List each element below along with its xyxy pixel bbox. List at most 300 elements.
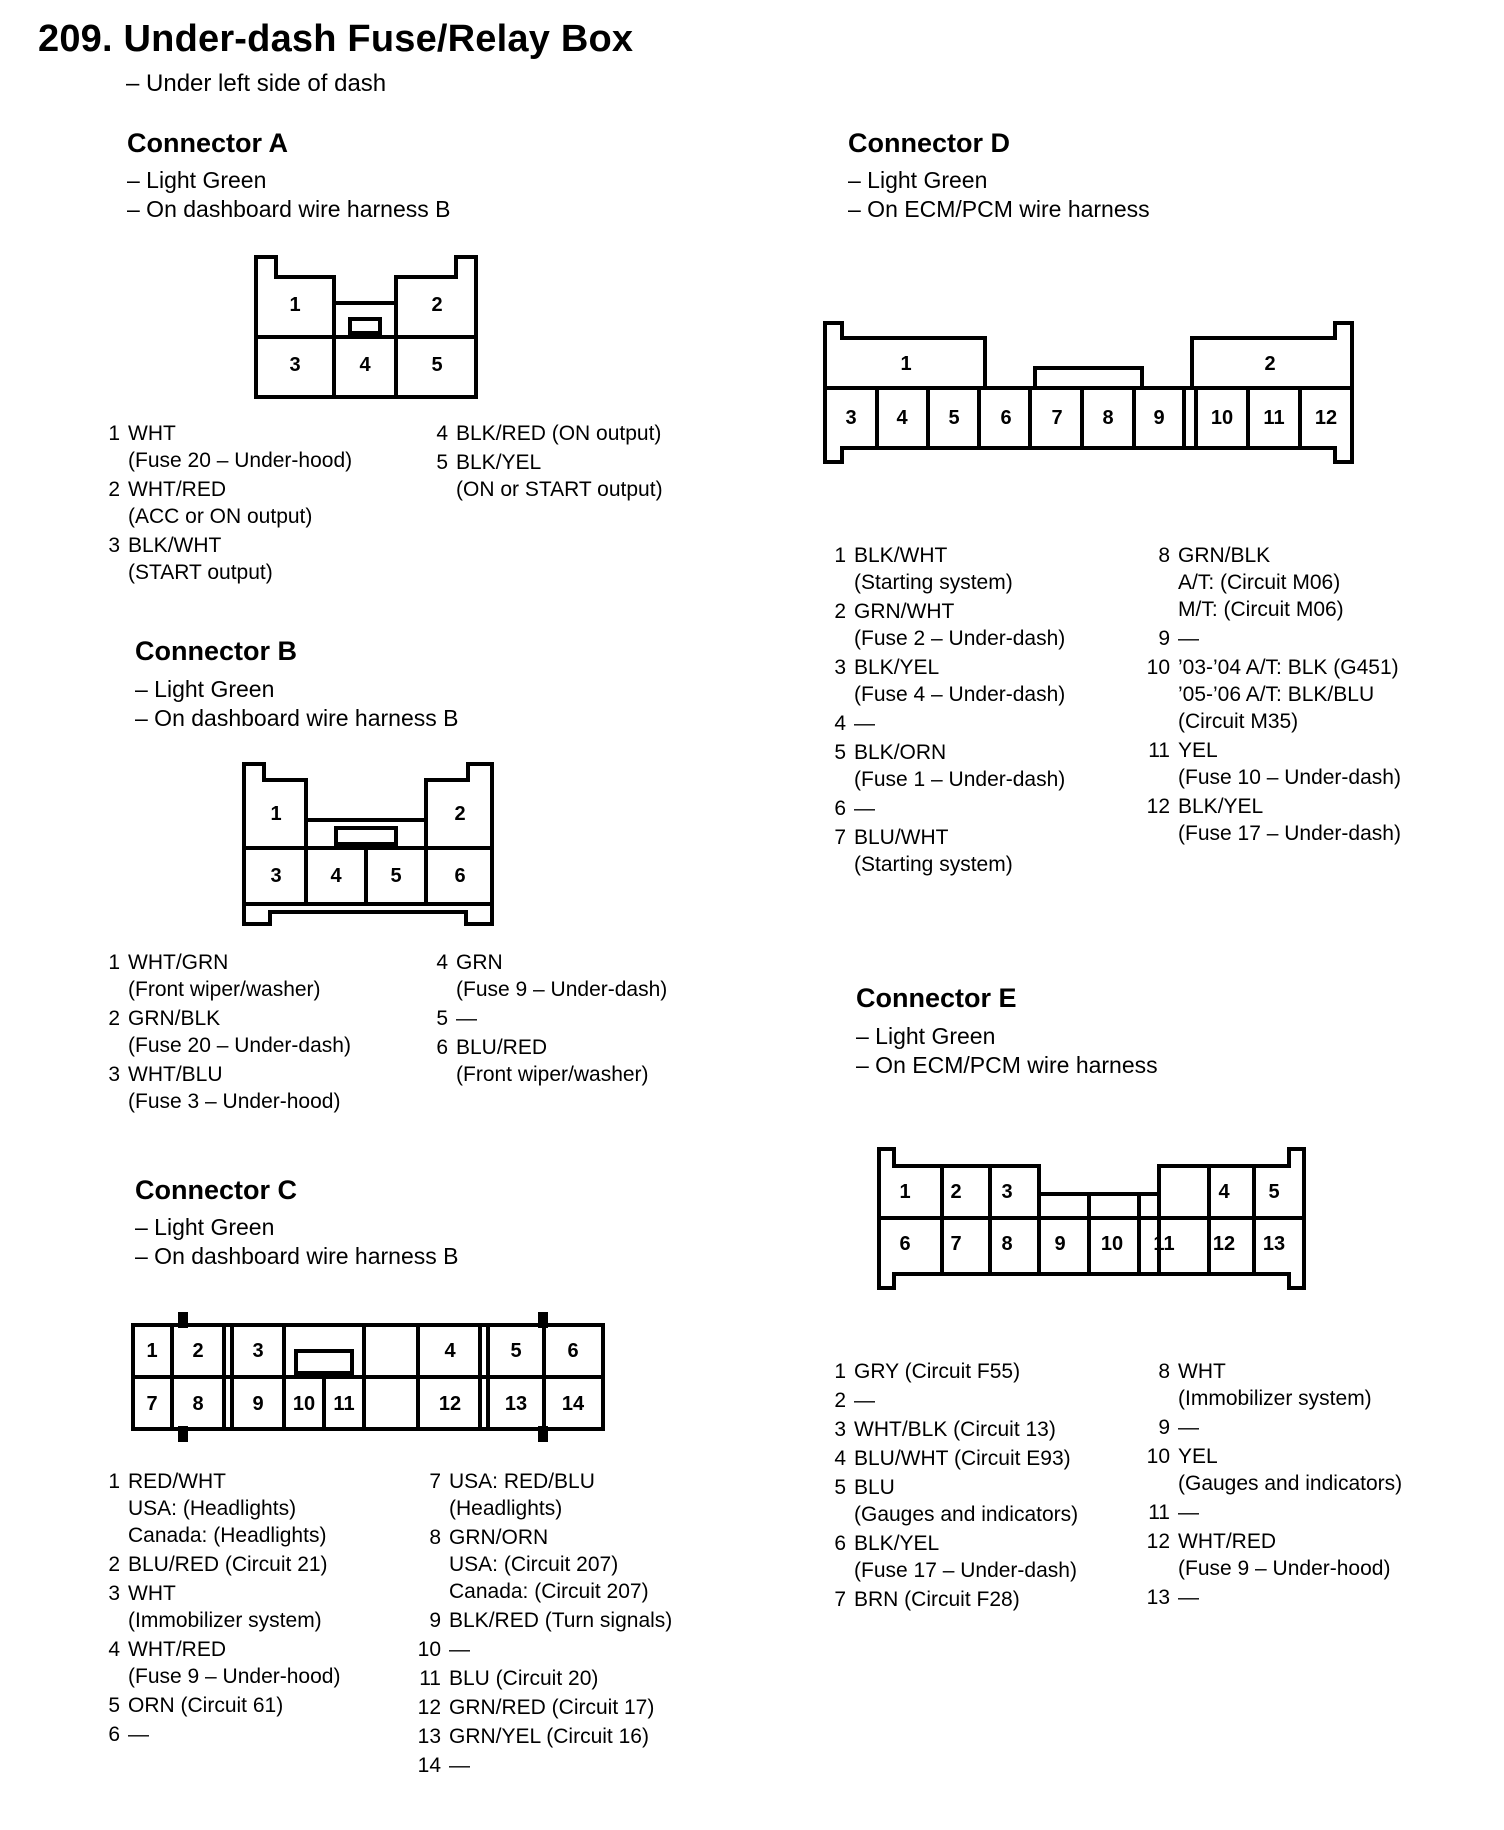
pin-entry — [92, 1721, 340, 1748]
pin-description-line: RED/WHT — [128, 1470, 226, 1493]
pin-number: 2 — [834, 1389, 846, 1412]
pin-number: 12 — [1146, 795, 1170, 818]
pin-description-line: GRN/ORN — [449, 1526, 549, 1549]
pin-description — [456, 949, 667, 1003]
connector-e-pinout-col2 — [1142, 1358, 1402, 1613]
pin-description-line: (Immobilizer system) — [1178, 1387, 1372, 1410]
connector-b-cavity: 5 — [390, 865, 402, 887]
pin-description-line: YEL — [1178, 739, 1218, 762]
pin-description-line: (Front wiper/washer) — [128, 978, 321, 1001]
pin-number: 7 — [834, 826, 846, 849]
pin-entry — [818, 795, 1065, 822]
connector-c-title: Connector C — [135, 1175, 297, 1205]
pin-description-line: WHT/GRN — [128, 951, 229, 974]
pin-description-line: GRN/BLK — [1178, 544, 1271, 567]
pin-number: 5 — [436, 451, 448, 474]
pin-description-line: (Fuse 1 – Under-dash) — [854, 768, 1066, 791]
pin-description — [128, 949, 321, 1003]
pin-entry — [420, 949, 667, 1003]
pin-number: 12 — [417, 1696, 441, 1719]
pin-description-line: (Gauges and indicators) — [1178, 1472, 1403, 1495]
connector-a-info — [127, 166, 450, 224]
pin-description-line: (Front wiper/washer) — [456, 1063, 649, 1086]
pin-number: 3 — [108, 1582, 120, 1605]
pin-number: 1 — [834, 544, 846, 567]
pin-description — [1178, 1584, 1199, 1611]
connector-e-harness: – On ECM/PCM wire harness — [856, 1052, 1158, 1078]
pin-description — [854, 824, 1013, 878]
pin-description-line: WHT/BLK (Circuit 13) — [854, 1418, 1056, 1441]
pin-description-line: USA: RED/BLU — [449, 1470, 595, 1493]
pin-entry — [818, 598, 1065, 652]
connector-b-info — [135, 675, 458, 733]
connector-a-cavity: 3 — [289, 354, 301, 376]
pin-number: 14 — [417, 1754, 441, 1777]
pin-description — [449, 1723, 649, 1750]
connector-a-harness: – On dashboard wire harness B — [127, 196, 451, 222]
pin-description — [1178, 1443, 1402, 1497]
pin-entry — [92, 949, 351, 1003]
pin-description-line: GRN/RED (Circuit 17) — [449, 1696, 655, 1719]
pin-description-line: BLU/WHT (Circuit E93) — [854, 1447, 1071, 1470]
pin-description — [128, 1005, 351, 1059]
pin-description-line: — — [449, 1638, 470, 1661]
pin-description — [449, 1636, 470, 1663]
pin-number: 9 — [429, 1609, 441, 1632]
pin-description — [128, 1721, 149, 1748]
connector-c-cavity: 8 — [192, 1393, 204, 1415]
pin-description — [1178, 625, 1199, 652]
pin-entry — [1142, 1528, 1402, 1582]
pin-number: 4 — [436, 951, 448, 974]
pin-description — [456, 420, 661, 447]
pin-description-line: BLU/RED (Circuit 21) — [128, 1553, 328, 1576]
pin-number: 2 — [108, 1553, 120, 1576]
pin-entry — [818, 654, 1065, 708]
connector-b-harness: – On dashboard wire harness B — [135, 705, 459, 731]
pin-description — [128, 1692, 283, 1719]
pin-description — [456, 1005, 477, 1032]
pin-description-line: WHT — [1178, 1360, 1226, 1383]
pin-description-line: BLK/YEL — [854, 656, 940, 679]
connector-e-cavity: 13 — [1262, 1233, 1286, 1255]
pin-description-line: (Fuse 9 – Under-hood) — [128, 1665, 341, 1688]
pin-description-line: — — [854, 712, 875, 735]
connector-a-cavity: 2 — [431, 294, 443, 316]
pin-description-line: (Starting system) — [854, 853, 1013, 876]
connector-c-cavity: 2 — [192, 1340, 204, 1362]
pin-entry — [92, 1692, 340, 1719]
pin-description — [854, 739, 1065, 793]
connector-a-cavity: 1 — [289, 294, 301, 316]
pin-number: 5 — [834, 1476, 846, 1499]
pin-number: 10 — [417, 1638, 441, 1661]
connector-c-cavity: 13 — [504, 1393, 528, 1415]
pin-entry — [413, 1665, 672, 1692]
connector-d-info — [848, 166, 1150, 224]
pin-description-line: (Fuse 17 – Under-dash) — [854, 1559, 1077, 1582]
connector-e-cavity: 2 — [950, 1181, 962, 1203]
connector-a-color: – Light Green — [127, 167, 267, 193]
connector-d-cavity: 8 — [1102, 407, 1114, 429]
connector-d-cavity: 7 — [1051, 407, 1063, 429]
pin-number: 8 — [429, 1526, 441, 1549]
pin-entry — [413, 1468, 672, 1522]
connector-e-title: Connector E — [856, 983, 1017, 1013]
pin-entry — [420, 1034, 667, 1088]
pin-description-line: — — [1178, 1586, 1199, 1609]
pin-entry — [1142, 654, 1401, 735]
pin-number: 6 — [436, 1036, 448, 1059]
pin-entry — [92, 1636, 340, 1690]
pin-description — [449, 1694, 654, 1721]
pin-description — [1178, 542, 1344, 623]
pin-number: 1 — [108, 1470, 120, 1493]
pin-number: 8 — [1158, 1360, 1170, 1383]
pin-description — [854, 1530, 1077, 1584]
pin-entry — [1142, 1443, 1402, 1497]
pin-number: 11 — [419, 1667, 441, 1690]
pin-description-line: BLU — [854, 1476, 895, 1499]
pin-description — [449, 1468, 595, 1522]
connector-b-cavity: 6 — [454, 865, 466, 887]
connector-b-diagram — [240, 760, 500, 930]
pin-description-line: (Fuse 9 – Under-hood) — [1178, 1557, 1391, 1580]
pin-description — [854, 1387, 875, 1414]
pin-description — [854, 710, 875, 737]
pin-description-line: BLU/RED — [456, 1036, 548, 1059]
connector-a-title: Connector A — [127, 128, 288, 158]
pin-entry — [1142, 1499, 1402, 1526]
pin-number: 6 — [834, 797, 846, 820]
pin-description-line: (ON or START output) — [456, 478, 663, 501]
connector-d-color: – Light Green — [848, 167, 988, 193]
pin-number: 3 — [108, 1063, 120, 1086]
pin-description — [449, 1665, 598, 1692]
connector-d-pinout-col2 — [1142, 542, 1401, 849]
pin-entry — [92, 476, 352, 530]
connector-d-cavity: 10 — [1210, 407, 1234, 429]
connector-c-info — [135, 1213, 458, 1271]
pin-description — [449, 1607, 672, 1634]
pin-description-line: WHT/RED — [1178, 1530, 1276, 1553]
pin-number: 4 — [834, 712, 846, 735]
pin-description-line: (Immobilizer system) — [128, 1609, 322, 1632]
connector-a-pinout-col2 — [420, 420, 663, 505]
pin-description-line: YEL — [1178, 1445, 1218, 1468]
connector-d-cavity: 2 — [1264, 353, 1276, 375]
pin-entry — [1142, 793, 1401, 847]
pin-entry — [413, 1752, 672, 1779]
pin-description-line: WHT — [128, 1582, 176, 1605]
pin-number: 10 — [1146, 1445, 1170, 1468]
connector-c-cavity: 12 — [438, 1393, 462, 1415]
pin-description-line: (ACC or ON output) — [128, 505, 313, 528]
connector-e-diagram — [874, 1144, 1314, 1296]
pin-entry — [818, 1530, 1078, 1584]
pin-description — [854, 598, 1065, 652]
pin-description — [456, 1034, 649, 1088]
connector-c-cavity: 9 — [252, 1393, 264, 1415]
connector-e-pinout-col1 — [818, 1358, 1078, 1615]
pin-number: 5 — [834, 741, 846, 764]
pin-description — [128, 1551, 328, 1578]
connector-e-cavity: 7 — [950, 1233, 962, 1255]
page-title: 209. Under-dash Fuse/Relay Box — [38, 18, 634, 60]
pin-description-line: BRN (Circuit F28) — [854, 1588, 1020, 1611]
pin-description — [128, 1061, 340, 1115]
connector-c-pinout-col2 — [413, 1468, 672, 1781]
connector-d-harness: – On ECM/PCM wire harness — [848, 196, 1150, 222]
pin-description-line: A/T: (Circuit M06) — [1178, 571, 1341, 594]
connector-d-title: Connector D — [848, 128, 1010, 158]
connector-d-cavity: 4 — [896, 407, 908, 429]
pin-entry — [1142, 625, 1401, 652]
pin-description — [128, 1468, 326, 1549]
pin-description-line: (START output) — [128, 561, 273, 584]
pin-description-line: (Fuse 4 – Under-dash) — [854, 683, 1066, 706]
connector-c-cavity: 1 — [146, 1340, 158, 1362]
pin-description — [1178, 1499, 1199, 1526]
connector-c-cavity: 7 — [146, 1393, 158, 1415]
pin-number: 9 — [1158, 1416, 1170, 1439]
pin-description-line: — — [854, 1389, 875, 1412]
pin-description — [128, 420, 352, 474]
connector-c-cavity: 6 — [567, 1340, 579, 1362]
pin-description-line: WHT — [128, 422, 176, 445]
connector-e-cavity: 10 — [1100, 1233, 1124, 1255]
pin-number: 7 — [834, 1588, 846, 1611]
pin-entry — [818, 824, 1065, 878]
pin-description — [456, 449, 663, 503]
pin-description-line: WHT/RED — [128, 1638, 226, 1661]
connector-d-diagram — [820, 318, 1360, 470]
pin-description-line: GRN — [456, 951, 503, 974]
connector-b-cavity: 2 — [454, 803, 466, 825]
pin-description-line: BLK/RED (ON output) — [456, 422, 662, 445]
pin-entry — [413, 1636, 672, 1663]
connector-e-cavity: 9 — [1054, 1233, 1066, 1255]
connector-c-harness: – On dashboard wire harness B — [135, 1243, 459, 1269]
pin-number: 4 — [436, 422, 448, 445]
connector-d-cavity: 11 — [1263, 407, 1285, 429]
connector-c-cavity: 3 — [252, 1340, 264, 1362]
pin-description-line: (Circuit M35) — [1178, 710, 1299, 733]
pin-description-line: GRY (Circuit F55) — [854, 1360, 1021, 1383]
pin-description-line: M/T: (Circuit M06) — [1178, 598, 1344, 621]
pin-entry — [1142, 737, 1401, 791]
pin-number: 9 — [1158, 627, 1170, 650]
pin-entry — [420, 449, 663, 503]
pin-number: 2 — [108, 1007, 120, 1030]
pin-entry — [92, 1005, 351, 1059]
connector-e-cavity: 1 — [899, 1181, 911, 1203]
pin-number: 3 — [834, 1418, 846, 1441]
pin-description-line: USA: (Circuit 207) — [449, 1553, 619, 1576]
pin-description — [1178, 1414, 1199, 1441]
pin-description-line: BLK/YEL — [456, 451, 542, 474]
connector-a-diagram — [250, 253, 485, 401]
connector-a-pinout-col1 — [92, 420, 352, 588]
pin-entry — [818, 1586, 1078, 1613]
pin-description — [854, 1445, 1071, 1472]
pin-description — [128, 532, 273, 586]
pin-entry — [1142, 1358, 1402, 1412]
pin-description — [1178, 793, 1401, 847]
connector-d-cavity: 1 — [900, 353, 912, 375]
pin-description-line: (Fuse 17 – Under-dash) — [1178, 822, 1401, 845]
pin-description-line: GRN/YEL (Circuit 16) — [449, 1725, 649, 1748]
pin-description — [1178, 1358, 1372, 1412]
pin-description-line: GRN/WHT — [854, 600, 955, 623]
pin-description-line: WHT/RED — [128, 478, 226, 501]
pin-description-line: (Starting system) — [854, 571, 1013, 594]
connector-b-color: – Light Green — [135, 676, 275, 702]
pin-entry — [92, 1551, 340, 1578]
pin-description — [854, 1416, 1056, 1443]
pin-number: 13 — [1146, 1586, 1170, 1609]
pin-description — [854, 542, 1013, 596]
pin-number: 10 — [1146, 656, 1170, 679]
pin-entry — [92, 1580, 340, 1634]
connector-e-color: – Light Green — [856, 1023, 996, 1049]
pin-description-line: WHT/BLU — [128, 1063, 223, 1086]
connector-c-cavity: 10 — [292, 1393, 316, 1415]
pin-description — [449, 1752, 470, 1779]
pin-description-line: — — [1178, 1501, 1199, 1524]
pin-entry — [818, 1358, 1078, 1385]
pin-entry — [818, 1387, 1078, 1414]
pin-number: 12 — [1146, 1530, 1170, 1553]
pin-number: 1 — [108, 951, 120, 974]
pin-description-line: BLK/RED (Turn signals) — [449, 1609, 673, 1632]
pin-entry — [413, 1524, 672, 1605]
pin-description-line: (Fuse 20 – Under-dash) — [128, 1034, 351, 1057]
connector-e-cavity: 5 — [1268, 1181, 1280, 1203]
pin-description — [854, 654, 1065, 708]
pin-number: 4 — [108, 1638, 120, 1661]
connector-c-color: – Light Green — [135, 1214, 275, 1240]
pin-description-line: — — [449, 1754, 470, 1777]
pin-description — [854, 1358, 1020, 1385]
pin-description-line: Canada: (Circuit 207) — [449, 1580, 649, 1603]
pin-entry — [1142, 542, 1401, 623]
connector-d-cavity: 5 — [948, 407, 960, 429]
pin-description-line: (Gauges and indicators) — [854, 1503, 1079, 1526]
connector-e-cavity: 12 — [1212, 1233, 1236, 1255]
pin-description — [128, 476, 312, 530]
pin-description-line: BLK/YEL — [854, 1532, 940, 1555]
page-subtitle: – Under left side of dash — [126, 70, 387, 97]
connector-a-cavity: 4 — [359, 354, 371, 376]
pin-number: 5 — [108, 1694, 120, 1717]
pin-number: 5 — [436, 1007, 448, 1030]
pin-description — [1178, 737, 1401, 791]
pin-number: 11 — [1148, 739, 1170, 762]
pin-description-line: — — [456, 1007, 477, 1030]
pin-entry — [92, 420, 352, 474]
connector-d-cavity: 3 — [845, 407, 857, 429]
connector-c-diagram — [128, 1300, 608, 1440]
pin-number: 8 — [1158, 544, 1170, 567]
connector-b-cavity: 3 — [270, 865, 282, 887]
pin-description-line: — — [854, 797, 875, 820]
pin-description-line: ’03-’04 A/T: BLK (G451) — [1178, 656, 1399, 679]
pin-description-line: (Fuse 2 – Under-dash) — [854, 627, 1066, 650]
connector-d-cavity: 9 — [1153, 407, 1165, 429]
connector-a-cavity: 5 — [431, 354, 443, 376]
pin-number: 2 — [834, 600, 846, 623]
connector-e-cavity: 3 — [1001, 1181, 1013, 1203]
pin-number: 1 — [834, 1360, 846, 1383]
pin-description — [1178, 1528, 1390, 1582]
connector-b-cavity: 4 — [330, 865, 342, 887]
connector-c-cavity: 4 — [444, 1340, 456, 1362]
pin-description-line: GRN/BLK — [128, 1007, 221, 1030]
connector-b-cavity: 1 — [270, 803, 282, 825]
pin-description-line: (Fuse 10 – Under-dash) — [1178, 766, 1401, 789]
pin-description — [128, 1636, 340, 1690]
connector-b-title: Connector B — [135, 636, 297, 666]
pin-entry — [420, 420, 663, 447]
pin-number: 7 — [429, 1470, 441, 1493]
pin-entry — [818, 1445, 1078, 1472]
pin-description-line: BLK/WHT — [128, 534, 222, 557]
pin-entry — [413, 1723, 672, 1750]
connector-c-pinout-col1 — [92, 1468, 340, 1750]
pin-description-line: BLK/WHT — [854, 544, 948, 567]
pin-description — [128, 1580, 322, 1634]
pin-description-line: BLK/ORN — [854, 741, 947, 764]
pin-description-line: USA: (Headlights) — [128, 1497, 297, 1520]
pin-description-line: (Fuse 9 – Under-dash) — [456, 978, 668, 1001]
pin-description-line: (Fuse 20 – Under-hood) — [128, 449, 353, 472]
pin-entry — [413, 1607, 672, 1634]
pin-description — [854, 1586, 1020, 1613]
connector-c-cavity: 5 — [510, 1340, 522, 1362]
pin-entry — [818, 542, 1065, 596]
pin-entry — [413, 1694, 672, 1721]
pin-entry — [818, 1416, 1078, 1443]
pin-number: 3 — [108, 534, 120, 557]
pin-description-line: — — [1178, 627, 1199, 650]
pin-description-line: ORN (Circuit 61) — [128, 1694, 284, 1717]
pin-number: 4 — [834, 1447, 846, 1470]
pin-description — [449, 1524, 649, 1605]
pin-number: 13 — [417, 1725, 441, 1748]
pin-description — [1178, 654, 1399, 735]
pin-entry — [92, 532, 352, 586]
pin-description — [854, 795, 875, 822]
connector-c-cavity: 11 — [333, 1393, 355, 1415]
connector-b-pinout-col2 — [420, 949, 667, 1090]
pin-description-line: Canada: (Headlights) — [128, 1524, 327, 1547]
pin-number: 6 — [834, 1532, 846, 1555]
pin-number: 2 — [108, 478, 120, 501]
pin-entry — [420, 1005, 667, 1032]
pin-entry — [1142, 1414, 1402, 1441]
connector-d-pinout-col1 — [818, 542, 1065, 880]
connector-d-cavity: 12 — [1314, 407, 1338, 429]
pin-number: 6 — [108, 1723, 120, 1746]
pin-description-line: BLK/YEL — [1178, 795, 1264, 818]
pin-number: 1 — [108, 422, 120, 445]
connector-c-cavity: 14 — [561, 1393, 585, 1415]
pin-entry — [92, 1061, 351, 1115]
connector-e-cavity: 6 — [899, 1233, 911, 1255]
pin-description-line: BLU/WHT — [854, 826, 949, 849]
pin-description-line: BLU (Circuit 20) — [449, 1667, 599, 1690]
